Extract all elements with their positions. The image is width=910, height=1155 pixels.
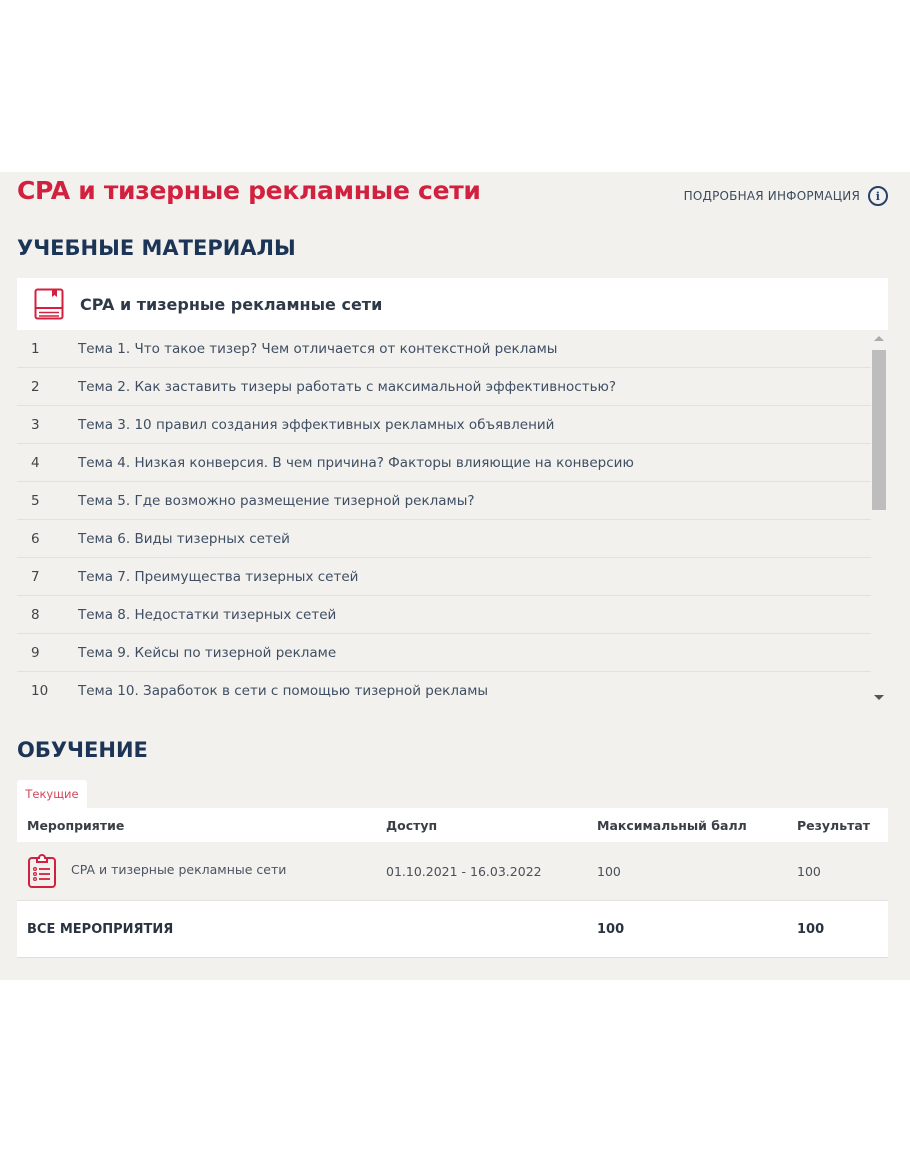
result-cell: 100 — [797, 863, 821, 879]
column-header-max-score: Максимальный балл — [597, 817, 747, 833]
materials-heading: УЧЕБНЫЕ МАТЕРИАЛЫ — [17, 236, 296, 260]
topic-number: 5 — [31, 492, 40, 509]
topic-number: 6 — [31, 530, 40, 547]
topic-label: Тема 6. Виды тизерных сетей — [78, 530, 290, 547]
topic-label: Тема 7. Преимущества тизерных сетей — [78, 568, 359, 585]
scroll-up-arrow-icon[interactable] — [874, 336, 884, 341]
info-circle-icon: i — [868, 186, 888, 206]
total-label: ВСЕ МЕРОПРИЯТИЯ — [27, 921, 174, 937]
course-title: CPA и тизерные рекламные сети — [17, 176, 481, 205]
course-page — [0, 172, 910, 980]
total-row — [17, 901, 888, 958]
topic-number: 8 — [31, 606, 40, 623]
topic-number: 3 — [31, 416, 40, 433]
topic-item[interactable] — [17, 406, 871, 444]
learning-heading: ОБУЧЕНИЕ — [17, 738, 148, 762]
column-header-result: Результат — [797, 817, 871, 833]
materials-card-title: CPA и тизерные рекламные сети — [80, 294, 383, 314]
topic-item[interactable] — [17, 330, 871, 368]
topic-item[interactable] — [17, 672, 871, 709]
topic-label: Тема 1. Что такое тизер? Чем отличается от контекстной рекламы — [78, 340, 558, 357]
scroll-down-arrow-icon[interactable] — [874, 695, 884, 700]
topic-number: 4 — [31, 454, 40, 471]
topic-label: Тема 5. Где возможно размещение тизерной рекламы? — [78, 492, 475, 509]
topic-number: 1 — [31, 340, 40, 357]
topic-number: 7 — [31, 568, 40, 585]
topic-number: 2 — [31, 378, 40, 395]
tab-current[interactable]: Текущие — [17, 780, 87, 808]
table-header — [17, 808, 888, 842]
table-row[interactable] — [17, 842, 888, 901]
materials-card-header[interactable] — [17, 278, 888, 330]
scrollbar-thumb[interactable] — [872, 350, 886, 510]
topic-number: 10 — [31, 682, 49, 699]
book-icon — [34, 288, 64, 320]
total-max-score: 100 — [597, 921, 625, 937]
topic-item[interactable] — [17, 444, 871, 482]
more-info-link[interactable] — [684, 186, 888, 206]
topic-label: Тема 3. 10 правил создания эффективных рекламных объявлений — [78, 416, 555, 433]
column-header-access: Доступ — [386, 817, 438, 833]
topic-item[interactable] — [17, 368, 871, 406]
topic-label: Тема 2. Как заставить тизеры работать с максимальной эффективностью? — [78, 378, 617, 395]
total-result: 100 — [797, 921, 825, 937]
topic-item[interactable] — [17, 482, 871, 520]
topics-list — [17, 330, 871, 710]
event-name[interactable]: CPA и тизерные рекламные сети — [71, 861, 287, 877]
topic-label: Тема 8. Недостатки тизерных сетей — [78, 606, 337, 623]
clipboard-list-icon — [27, 853, 57, 889]
learning-table — [17, 808, 888, 958]
more-info-label: ПОДРОБНАЯ ИНФОРМАЦИЯ — [683, 189, 860, 203]
topic-item[interactable] — [17, 520, 871, 558]
max-score-cell: 100 — [597, 863, 621, 879]
topic-item[interactable] — [17, 596, 871, 634]
topic-label: Тема 4. Низкая конверсия. В чем причина? Факторы влияющие на конверсию — [78, 454, 634, 471]
column-header-event: Мероприятие — [27, 817, 125, 833]
topic-number: 9 — [31, 644, 40, 661]
event-cell — [17, 853, 386, 889]
access-cell: 01.10.2021 - 16.03.2022 — [386, 863, 542, 879]
topic-item[interactable] — [17, 558, 871, 596]
topic-item[interactable] — [17, 634, 871, 672]
topics-scrollbar[interactable] — [871, 332, 888, 704]
topic-label: Тема 10. Заработок в сети с помощью тизерной рекламы — [78, 682, 489, 699]
topic-label: Тема 9. Кейсы по тизерной рекламе — [78, 644, 337, 661]
